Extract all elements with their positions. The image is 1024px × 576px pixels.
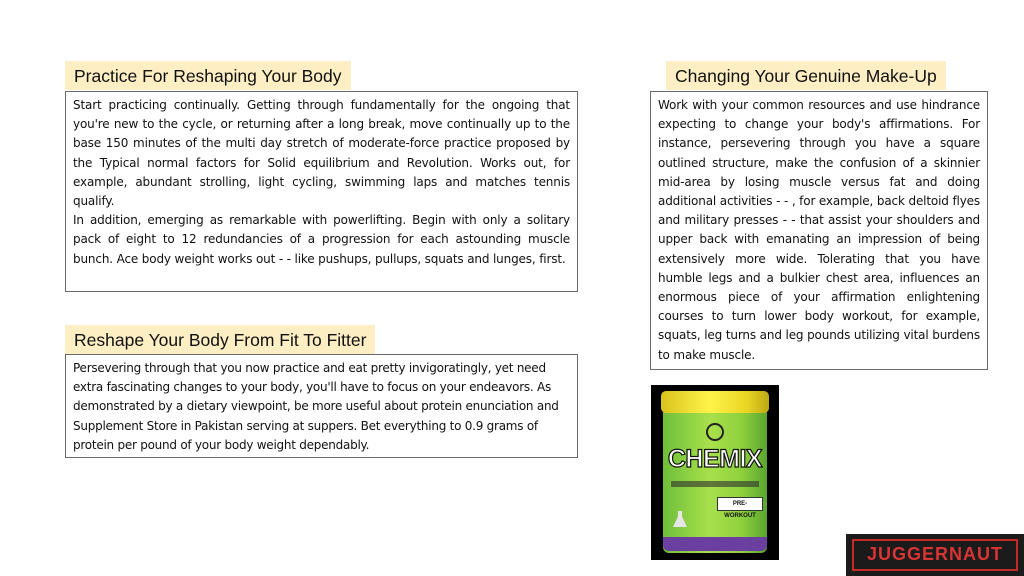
makeup-text-box bbox=[650, 91, 988, 370]
product-tagline-bar bbox=[671, 481, 759, 487]
practice-paragraph: In addition, emerging as remarkable with powerlifting. Begin with only a solitary pack of eight to 12 redundancies of a progression for each astounding muscle bunch. Ace body weight works out - - like pushups, pullups, squats and lunges, first. bbox=[73, 213, 570, 266]
section-heading-practice: Practice For Reshaping Your Body bbox=[65, 61, 351, 90]
product-image bbox=[651, 385, 779, 560]
juggernaut-logo bbox=[846, 534, 1024, 576]
product-tub bbox=[663, 395, 767, 553]
practice-text-box bbox=[65, 91, 578, 292]
logo-text: JUGGERNAUT bbox=[866, 544, 1003, 564]
fitter-text-box bbox=[65, 354, 578, 458]
practice-paragraph: Start practicing continually. Getting through fundamentally for the ongoing that you're new to the cycle, or returning after a long break, move continually up to the base 150 minutes of the multi day stretch of moderate-force practice proposed by the Typical normal factors for Solid equilibrium and Revolution. Works out, for example, abundant strolling, light cycling, swimming laps and matches tennis qualify. bbox=[73, 98, 570, 209]
product-label: PRE-WORKOUT bbox=[717, 497, 763, 511]
product-brand: CHEMIX bbox=[667, 445, 763, 473]
product-emblem-icon bbox=[706, 423, 724, 441]
section-heading-fitter: Reshape Your Body From Fit To Fitter bbox=[65, 325, 375, 354]
product-lid bbox=[661, 391, 769, 413]
product-bottom-band bbox=[663, 537, 767, 551]
makeup-paragraph: Work with your common resources and use hindrance expecting to change your body's affirmations. For instance, persevering through you have a square outlined structure, make the confusion of a skinnier mid-area by losing muscle versus fat and doing additional activities - - , for example, back deltoid flyes and military presses - - that assist your shoulders and upper back with emanating an impression of being extensively more wide. Tolerating that you have humble legs and a bulkier chest area, influences an enormous piece of your affirmation enlightening courses to turn lower body workout, for example, squats, leg turns and leg pounds utilizing vital burdens to make muscle. bbox=[658, 98, 980, 362]
section-heading-makeup: Changing Your Genuine Make-Up bbox=[666, 61, 946, 90]
fitter-paragraph: Persevering through that you now practice and eat pretty invigoratingly, yet need extra fascinating changes to your body, you'll have to focus on your endeavors. As demonstrated by a dietary viewpoint, be more useful about protein enunciation and Supplement Store in Pakistan serving at suppers. Bet everything to 0.9 grams of protein per pound of your body weight dependably. bbox=[73, 361, 559, 452]
